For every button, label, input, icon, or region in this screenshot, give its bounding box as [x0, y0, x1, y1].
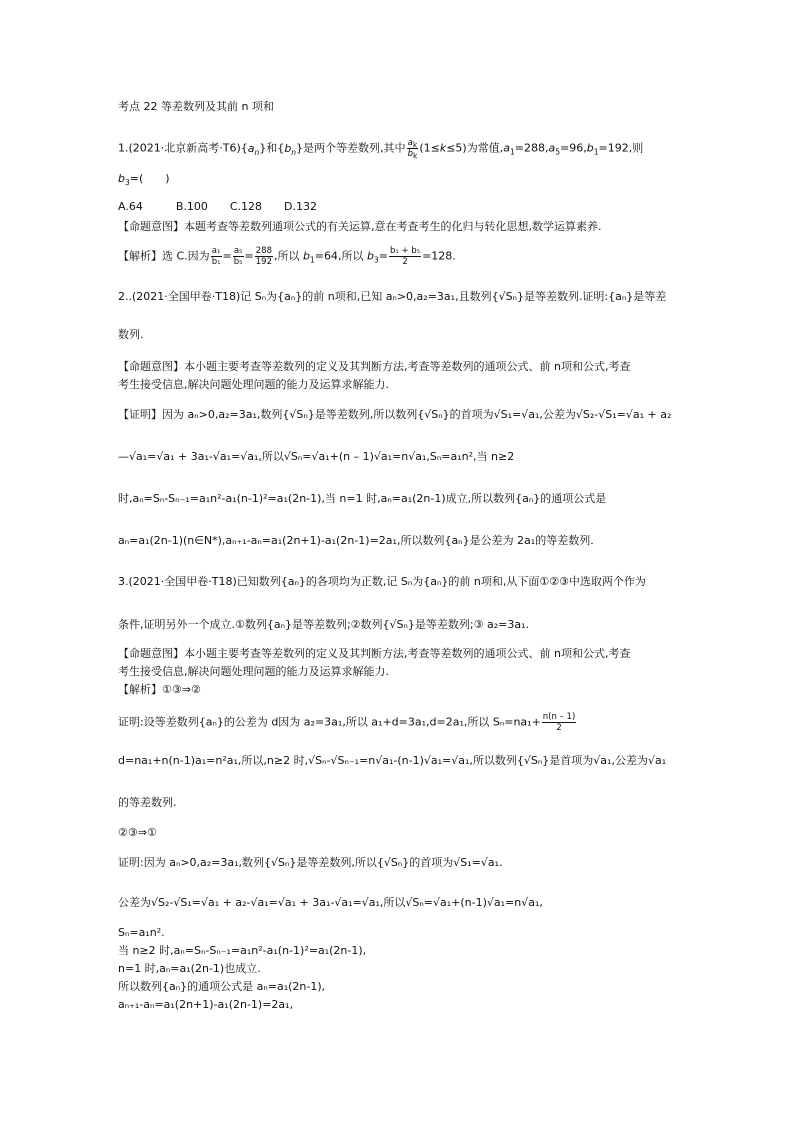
question-1-stem: 1.(2021·北京新高考$\cdot T6)\{a_n\}$和$\{b_n\}$是两个等差数列,其中 $\frac{a_k}{b_k}$ (1≤k≤5)为常值$,a_1=288,a_5=96,b_1=192$,则 [118, 138, 644, 161]
question-3-intent-line-2: 考生接受信息,解决问题处理问题的能力及运算求解能力. [118, 665, 389, 678]
question-3-intent-line-1: 【命题意图】本小题主要考查等差数列的定义及其判断方法,考查等差数列的通项公式、前 n项和公式,考查 [118, 647, 631, 660]
question-3-proof-line-8: n=1 时,aₙ=a₁(2n-1)也成立. [118, 962, 261, 975]
question-3-solution-2-label: ②③⇒① [118, 826, 157, 839]
question-3-proof-line-3: 的等差数列. [118, 796, 177, 809]
question-2-stem-line-1: 2..(2021·全国甲卷·T18)记 Sₙ为{aₙ}的前 n项和,已知 aₙ>0,a₂=3a₁,且数列{√Sₙ}是等差数列.证明:{aₙ}是等差 [118, 290, 667, 303]
question-2-proof-line-2: —√a₁=√a₁ + 3a₁-√a₁=√a₁,所以√Sₙ=√a₁+(n – 1)√a₁=n√a₁,Sₙ=a₁n²,当 n≥2 [118, 450, 515, 463]
question-3-proof-line-4: 证明:因为 aₙ>0,a₂=3a₁,数列{√Sₙ}是等差数列,所以{√Sₙ}的首项为√S₁=√a₁. [118, 856, 503, 869]
question-3-proof-line-1: 证明:设等差数列{aₙ}的公差为 d因为 a₂=3a₁,所以 a₁+d=3a₁,d=2a₁,所以 Sₙ=na₁+ $\frac{n(n - 1)}{2}$ [118, 712, 576, 733]
question-1-intent: 【命题意图】本题考查等差数列通项公式的有关运算,意在考查考生的化归与转化思想,数学运算素养. [118, 220, 602, 233]
question-3-stem-line-2: 条件,证明另外一个成立.①数列{aₙ}是等差数列;②数列{√Sₙ}是等差数列;③ a₂=3a₁. [118, 618, 529, 631]
question-3-proof-line-7: 当 n≥2 时,aₙ=Sₙ-Sₙ₋₁=a₁n²-a₁(n-1)²=a₁(2n-1), [118, 944, 367, 957]
question-1-options: A.64 B.100 C.128 D.132 [118, 200, 317, 213]
question-2-proof-line-1: 【证明】因为 aₙ>0,a₂=3a₁,数列{√Sₙ}是等差数列,所以数列{√Sₙ}的首项为√S₁=√a₁,公差为√S₂-√S₁=√a₁ + a₂ [118, 408, 672, 421]
question-1-solution: 【解析】选 C.因为 $\frac{\text{a₁}}{\text{b₁}}$ = $\frac{\text{a₅}}{\text{b₅}}$ = $\frac{288}{192}$ ,所以 $b_1=64$,所以 $b_3=$ $\frac{\text{b₁ + b₅}}{2}$ =128. [118, 246, 456, 267]
question-2-stem-line-2: 数列. [118, 328, 144, 341]
question-3-solution-label: 【解析】①③⇒② [118, 683, 201, 696]
question-2-intent-line-1: 【命题意图】本小题主要考查等差数列的定义及其判断方法,考查等差数列的通项公式、前 n项和公式,考查 [118, 360, 631, 373]
question-2-proof-line-3: 时,aₙ=Sₙ-Sₙ₋₁=a₁n²-a₁(n-1)²=a₁(2n-1),当 n=1 时,aₙ=a₁(2n-1)成立,所以数列{aₙ}的通项公式是 [118, 492, 607, 505]
question-2-intent-line-2: 考生接受信息,解决问题处理问题的能力及运算求解能力. [118, 378, 389, 391]
question-2-proof-line-4: aₙ=a₁(2n-1)(n∈N*),aₙ₊₁-aₙ=a₁(2n+1)-a₁(2n-1)=2a₁,所以数列{aₙ}是公差为 2a₁的等差数列. [118, 534, 594, 547]
section-heading: 考点 22 等差数列及其前 n 项和 [118, 100, 274, 113]
question-3-stem-line-1: 3.(2021·全国甲卷·T18)已知数列{aₙ}的各项均为正数,记 Sₙ为{aₙ}的前 n项和,从下面①②③中选取两个作为 [118, 575, 646, 588]
question-1-blank: $b_3=$( ) [118, 172, 170, 188]
question-3-proof-line-10: aₙ₊₁-aₙ=a₁(2n+1)-a₁(2n-1)=2a₁, [118, 998, 294, 1011]
question-3-proof-line-9: 所以数列{aₙ}的通项公式是 aₙ=a₁(2n-1), [118, 980, 326, 993]
question-3-proof-line-5: 公差为√S₂-√S₁=√a₁ + a₂-√a₁=√a₁ + 3a₁-√a₁=√a₁,所以√Sₙ=√a₁+(n-1)√a₁=n√a₁, [118, 896, 543, 909]
question-3-proof-line-6: Sₙ=a₁n². [118, 926, 165, 939]
fraction-ak-bk: $\frac{a_k}{b_k}$ [407, 138, 418, 161]
question-3-proof-line-2: d=na₁+n(n-1)a₁=n²a₁,所以,n≥2 时,√Sₙ-√Sₙ₋₁=n√a₁-(n-1)√a₁=√a₁,所以数列{√Sₙ}是首项为√a₁,公差为√a₁ [118, 754, 667, 767]
